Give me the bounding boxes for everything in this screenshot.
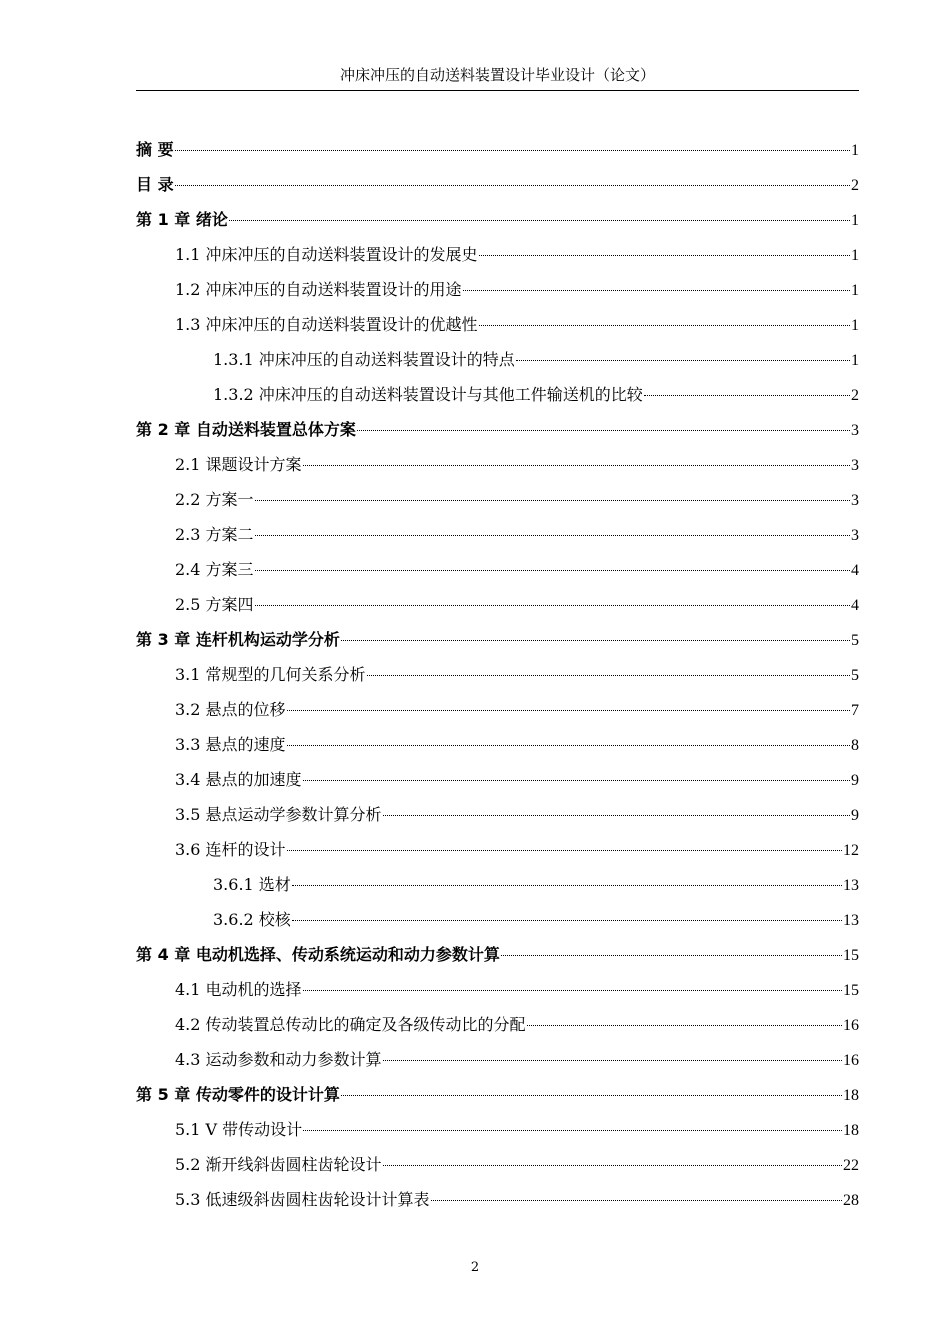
toc-entry-page: 4 xyxy=(851,597,859,614)
toc-entry[interactable] xyxy=(136,801,859,836)
toc-entry-title: 1.3.1 冲床冲压的自动送料装置设计的特点 xyxy=(213,350,515,369)
toc-dot-leader xyxy=(644,395,850,396)
toc-entry-title: 5.2 渐开线斜齿圆柱齿轮设计 xyxy=(175,1155,382,1174)
toc-entry-title: 第 1 章 绪论 xyxy=(136,210,228,229)
toc-dot-leader xyxy=(431,1200,842,1201)
toc-dot-leader xyxy=(383,815,850,816)
toc-entry[interactable] xyxy=(136,486,859,521)
toc-dot-leader xyxy=(175,150,850,151)
toc-entry-title: 2.4 方案三 xyxy=(175,560,254,579)
toc-dot-leader xyxy=(287,710,850,711)
toc-entry-page: 15 xyxy=(843,982,859,999)
toc-dot-leader xyxy=(357,430,850,431)
toc-entry[interactable] xyxy=(136,521,859,556)
toc-entry-page: 3 xyxy=(851,457,859,474)
toc-entry-title: 3.5 悬点运动学参数计算分析 xyxy=(175,805,382,824)
toc-entry[interactable] xyxy=(136,591,859,626)
toc-entry[interactable] xyxy=(136,906,859,941)
header-title: 冲床冲压的自动送料装置设计毕业设计（论文） xyxy=(339,66,655,84)
toc-entry-title: 1.2 冲床冲压的自动送料装置设计的用途 xyxy=(175,280,462,299)
toc-entry[interactable] xyxy=(136,766,859,801)
toc-entry[interactable] xyxy=(136,1046,859,1081)
toc-dot-leader xyxy=(479,325,850,326)
toc-entry-page: 12 xyxy=(843,842,859,859)
toc-entry-page: 8 xyxy=(851,737,859,754)
toc-entry-page: 5 xyxy=(851,632,859,649)
toc-entry[interactable] xyxy=(136,731,859,766)
toc-entry-title: 4.3 运动参数和动力参数计算 xyxy=(175,1050,382,1069)
toc-entry[interactable] xyxy=(136,836,859,871)
toc-entry-title: 3.6.1 选材 xyxy=(213,875,291,894)
toc-entry[interactable] xyxy=(136,276,859,311)
toc-dot-leader xyxy=(303,780,850,781)
toc-entry-page: 1 xyxy=(851,212,859,229)
toc-entry[interactable] xyxy=(136,871,859,906)
toc-entry-page: 13 xyxy=(843,912,859,929)
page-number: 2 xyxy=(470,1260,480,1275)
toc-entry[interactable] xyxy=(136,661,859,696)
toc-dot-leader xyxy=(303,465,850,466)
toc-entry-title: 5.3 低速级斜齿圆柱齿轮设计计算表 xyxy=(175,1190,430,1209)
toc-dot-leader xyxy=(292,920,842,921)
toc-entry-title: 摘 要 xyxy=(136,140,174,159)
toc-entry-title: 1.1 冲床冲压的自动送料装置设计的发展史 xyxy=(175,245,478,264)
toc-entry-page: 3 xyxy=(851,527,859,544)
toc-entry[interactable] xyxy=(136,556,859,591)
table-of-contents xyxy=(136,136,859,1221)
toc-entry[interactable] xyxy=(136,416,859,451)
toc-entry-page: 15 xyxy=(843,947,859,964)
toc-dot-leader xyxy=(287,745,850,746)
toc-dot-leader xyxy=(255,535,850,536)
toc-entry-title: 1.3 冲床冲压的自动送料装置设计的优越性 xyxy=(175,315,478,334)
toc-entry-page: 16 xyxy=(843,1052,859,1069)
toc-entry-page: 4 xyxy=(851,562,859,579)
toc-entry-page: 2 xyxy=(851,177,859,194)
toc-dot-leader xyxy=(255,570,850,571)
toc-entry-page: 3 xyxy=(851,492,859,509)
toc-entry-page: 5 xyxy=(851,667,859,684)
toc-entry[interactable] xyxy=(136,1011,859,1046)
toc-entry-title: 第 4 章 电动机选择、传动系统运动和动力参数计算 xyxy=(136,945,500,964)
toc-entry-page: 3 xyxy=(851,422,859,439)
toc-entry[interactable] xyxy=(136,1151,859,1186)
toc-entry-title: 1.3.2 冲床冲压的自动送料装置设计与其他工件输送机的比较 xyxy=(213,385,643,404)
toc-dot-leader xyxy=(527,1025,842,1026)
toc-dot-leader xyxy=(501,955,842,956)
toc-entry[interactable] xyxy=(136,976,859,1011)
toc-entry-page: 16 xyxy=(843,1017,859,1034)
toc-entry-page: 7 xyxy=(851,702,859,719)
toc-entry[interactable] xyxy=(136,206,859,241)
toc-entry-title: 2.2 方案一 xyxy=(175,490,254,509)
toc-dot-leader xyxy=(383,1060,842,1061)
toc-dot-leader xyxy=(175,185,850,186)
toc-dot-leader xyxy=(255,605,850,606)
toc-dot-leader xyxy=(292,885,842,886)
toc-entry-page: 9 xyxy=(851,772,859,789)
toc-entry-page: 9 xyxy=(851,807,859,824)
toc-entry-page: 1 xyxy=(851,282,859,299)
toc-entry-title: 4.2 传动装置总传动比的确定及各级传动比的分配 xyxy=(175,1015,526,1034)
toc-dot-leader xyxy=(341,640,850,641)
toc-entry-page: 13 xyxy=(843,877,859,894)
toc-entry-title: 3.2 悬点的位移 xyxy=(175,700,286,719)
toc-entry-title: 3.4 悬点的加速度 xyxy=(175,770,302,789)
toc-dot-leader xyxy=(255,500,850,501)
toc-dot-leader xyxy=(303,1130,842,1131)
toc-dot-leader xyxy=(287,850,842,851)
toc-entry[interactable] xyxy=(136,451,859,486)
toc-entry-title: 第 2 章 自动送料装置总体方案 xyxy=(136,420,356,439)
toc-dot-leader xyxy=(479,255,850,256)
toc-entry[interactable] xyxy=(136,1116,859,1151)
toc-entry[interactable] xyxy=(136,171,859,206)
toc-entry-title: 3.1 常规型的几何关系分析 xyxy=(175,665,366,684)
toc-entry-page: 1 xyxy=(851,317,859,334)
page-header xyxy=(136,64,859,91)
toc-entry-page: 1 xyxy=(851,352,859,369)
toc-entry[interactable] xyxy=(136,1081,859,1116)
toc-dot-leader xyxy=(367,675,850,676)
toc-entry-title: 第 3 章 连杆机构运动学分析 xyxy=(136,630,340,649)
toc-entry-page: 18 xyxy=(843,1122,859,1139)
toc-entry[interactable] xyxy=(136,136,859,171)
toc-dot-leader xyxy=(341,1095,842,1096)
toc-dot-leader xyxy=(516,360,850,361)
toc-dot-leader xyxy=(229,220,850,221)
toc-entry-title: 2.5 方案四 xyxy=(175,595,254,614)
toc-entry-title: 第 5 章 传动零件的设计计算 xyxy=(136,1085,340,1104)
toc-entry-title: 3.3 悬点的速度 xyxy=(175,735,286,754)
toc-entry-page: 1 xyxy=(851,247,859,264)
toc-dot-leader xyxy=(463,290,850,291)
toc-entry-title: 5.1 V 带传动设计 xyxy=(175,1120,303,1139)
toc-entry-title: 2.1 课题设计方案 xyxy=(175,455,302,474)
toc-dot-leader xyxy=(303,990,842,991)
toc-entry-page: 22 xyxy=(843,1157,859,1174)
toc-dot-leader xyxy=(383,1165,842,1166)
toc-entry-page: 18 xyxy=(843,1087,859,1104)
toc-entry[interactable] xyxy=(136,381,859,416)
toc-entry-title: 目 录 xyxy=(136,175,174,194)
toc-entry-page: 2 xyxy=(851,387,859,404)
toc-entry-title: 3.6.2 校核 xyxy=(213,910,291,929)
toc-entry[interactable] xyxy=(136,241,859,276)
toc-entry[interactable] xyxy=(136,346,859,381)
toc-entry[interactable] xyxy=(136,311,859,346)
toc-entry[interactable] xyxy=(136,941,859,976)
toc-entry-title: 2.3 方案二 xyxy=(175,525,254,544)
toc-entry[interactable] xyxy=(136,626,859,661)
toc-entry-title: 3.6 连杆的设计 xyxy=(175,840,286,859)
toc-entry-title: 4.1 电动机的选择 xyxy=(175,980,302,999)
toc-entry-page: 1 xyxy=(851,142,859,159)
page-footer xyxy=(0,1260,950,1275)
toc-entry[interactable] xyxy=(136,1186,859,1221)
toc-entry-page: 28 xyxy=(843,1192,859,1209)
toc-entry[interactable] xyxy=(136,696,859,731)
